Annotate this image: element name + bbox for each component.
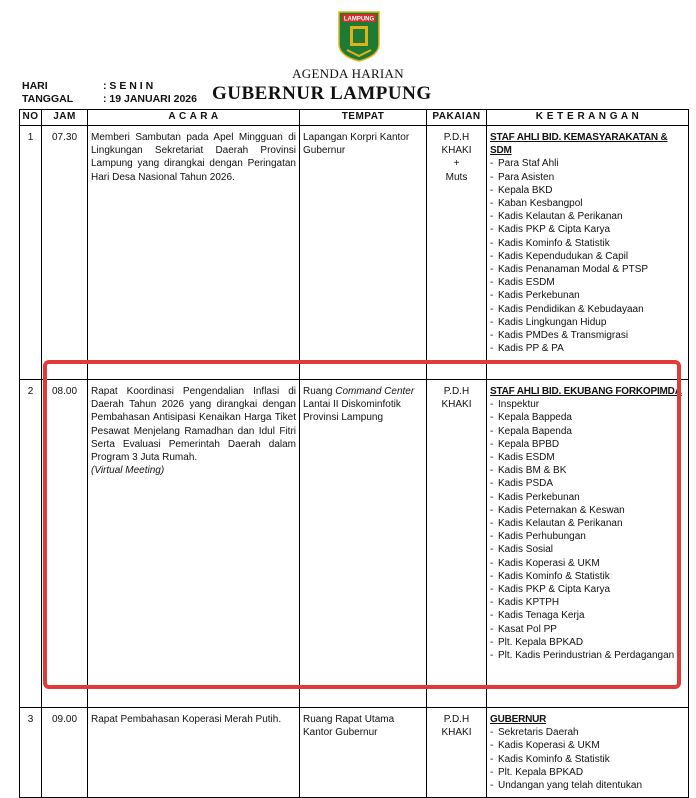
- keterangan-item: - Kadis Kependudukan & Capil: [490, 250, 685, 263]
- col-header-pakaian: PAKAIAN: [427, 110, 487, 126]
- highlight-box: [43, 360, 681, 689]
- keterangan-item: - Kadis Kelautan & Perikanan: [490, 210, 685, 223]
- keterangan-item: - Kadis PMDes & Transmigrasi: [490, 329, 685, 342]
- pakaian-line: KHAKI: [441, 399, 472, 411]
- col-header-acara: A C A R A: [88, 110, 300, 126]
- row-jam: 08.00: [42, 380, 88, 708]
- keterangan-item: - Sekretaris Daerah: [490, 726, 685, 739]
- keterangan-item: - Kadis PSDA: [490, 477, 685, 490]
- tempat-text-pre: Ruang: [303, 386, 336, 397]
- tanggal-value: : 19 JANUARI 2026: [103, 93, 197, 105]
- keterangan-item: - Kadis Koperasi & UKM: [490, 739, 685, 752]
- row-no: 1: [20, 126, 42, 380]
- keterangan-item: - Plt. Kadis Perindustrian & Perdagangan: [490, 649, 685, 662]
- keterangan-item: - Kadis Kominfo & Statistik: [490, 237, 685, 250]
- keterangan-item: - Kadis Kominfo & Statistik: [490, 753, 685, 766]
- keterangan-item: - Kadis PP & PA: [490, 342, 685, 355]
- keterangan-item: - Plt. Kepala BPKAD: [490, 766, 685, 779]
- hari-label: HARI: [22, 80, 48, 92]
- keterangan-item: - Kadis Perkebunan: [490, 491, 685, 504]
- keterangan-item: - Kadis PKP & Cipta Karya: [490, 583, 685, 596]
- acara-note: (Virtual Meeting): [91, 465, 165, 477]
- row-jam: 09.00: [42, 708, 88, 798]
- row-keterangan: [487, 126, 689, 380]
- keterangan-item: - Kasat Pol PP: [490, 623, 685, 636]
- keterangan-heading: STAF AHLI BID. KEMASYARAKATAN & SDM: [490, 132, 668, 157]
- keterangan-list: [490, 157, 685, 355]
- row-no: 3: [20, 708, 42, 798]
- row-pakaian: [427, 126, 487, 380]
- keterangan-item: - Kadis Penanaman Modal & PTSP: [490, 263, 685, 276]
- acara-text: Rapat Koordinasi Pengendalian Inflasi di Daerah Tahun 2026 yang dirangkai dengan Pembahasan Antisipasi Kenaikan Harga Tiket Pesawat Menjelang Ramadhan dan Idul Fitri Serta Evaluasi Pemerintah Daerah dalam Program 3 Juta Rumah.: [91, 386, 296, 464]
- pakaian-line: Muts: [445, 171, 468, 183]
- keterangan-item: - Para Asisten: [490, 171, 685, 184]
- pakaian-line: +: [453, 158, 460, 170]
- keterangan-item: - Kadis Tenaga Kerja: [490, 609, 685, 622]
- agenda-title: AGENDA HARIAN: [292, 66, 404, 81]
- keterangan-item: - Kadis Perkebunan: [490, 289, 685, 302]
- row-acara: Rapat Pembahasan Koperasi Merah Putih.: [88, 708, 300, 798]
- keterangan-item: - Kepala BKD: [490, 184, 685, 197]
- keterangan-item: - Kadis BM & BK: [490, 464, 685, 477]
- row-acara: Memberi Sambutan pada Apel Mingguan di Lingkungan Sekretariat Daerah Provinsi Lampung yang dirangkai dengan Peringatan Hari Desa Nasional Tahun 2026.: [88, 126, 300, 380]
- keterangan-item: - Para Staf Ahli: [490, 157, 685, 170]
- col-header-jam: JAM: [42, 110, 88, 126]
- keterangan-item: - Undangan yang telah ditentukan: [490, 779, 685, 792]
- keterangan-item: - Inspektur: [490, 398, 685, 411]
- keterangan-item: - Kadis Kominfo & Statistik: [490, 570, 685, 583]
- row-jam: 07.30: [42, 126, 88, 380]
- pakaian-line: KHAKI: [441, 727, 472, 739]
- keterangan-item: - Kadis Peternakan & Keswan: [490, 504, 685, 517]
- keterangan-item: - Kaban Kesbangpol: [490, 197, 685, 210]
- keterangan-item: - Kadis ESDM: [490, 451, 685, 464]
- keterangan-item: - Kadis Lingkungan Hidup: [490, 316, 685, 329]
- lampung-emblem: [337, 10, 381, 62]
- row-tempat: Lapangan Korpri Kantor Gubernur: [300, 126, 427, 380]
- row-keterangan: [487, 708, 689, 798]
- row-no: 2: [20, 380, 42, 708]
- tempat-text-italic: Command Center: [335, 386, 415, 397]
- keterangan-heading: GUBERNUR: [490, 714, 547, 725]
- col-header-tempat: TEMPAT: [300, 110, 427, 126]
- keterangan-list: [490, 726, 685, 792]
- keterangan-heading: STAF AHLI BID. EKUBANG FORKOPIMDA: [490, 386, 682, 397]
- hari-value: : S E N I N: [103, 80, 154, 92]
- table-row: [20, 708, 689, 798]
- row-tempat: Ruang Rapat Utama Kantor Gubernur: [300, 708, 427, 798]
- col-header-no: NO: [20, 110, 42, 126]
- keterangan-item: - Kadis PKP & Cipta Karya: [490, 223, 685, 236]
- page-title: GUBERNUR LAMPUNG: [212, 83, 432, 104]
- keterangan-item: - Kepala Bapenda: [490, 425, 685, 438]
- keterangan-item: - Kepala BPBD: [490, 438, 685, 451]
- pakaian-line: P.D.H: [443, 132, 470, 143]
- keterangan-item: - Kadis ESDM: [490, 276, 685, 289]
- tanggal-label: TANGGAL: [22, 93, 74, 105]
- keterangan-item: - Kadis Sosial: [490, 543, 685, 556]
- keterangan-item: - Kadis Kelautan & Perikanan: [490, 517, 685, 530]
- table-header-row: [20, 110, 689, 126]
- table-row: [20, 126, 689, 380]
- pakaian-line: P.D.H: [443, 386, 470, 397]
- keterangan-item: - Kadis Pendidikan & Kebudayaan: [490, 303, 685, 316]
- tempat-text-post: Lantai II Diskominfotik Provinsi Lampung: [303, 399, 401, 424]
- row-pakaian: [427, 708, 487, 798]
- keterangan-item: - Kadis Perhubungan: [490, 530, 685, 543]
- keterangan-item: - Kadis Koperasi & UKM: [490, 557, 685, 570]
- keterangan-item: - Kepala Bappeda: [490, 411, 685, 424]
- pakaian-line: P.D.H: [443, 714, 470, 725]
- pakaian-line: KHAKI: [441, 145, 472, 157]
- keterangan-item: - Kadis KPTPH: [490, 596, 685, 609]
- logo-text: LAMPUNG: [343, 16, 375, 23]
- col-header-keterangan: K E T E R A N G A N: [487, 110, 689, 126]
- keterangan-item: - Plt. Kepala BPKAD: [490, 636, 685, 649]
